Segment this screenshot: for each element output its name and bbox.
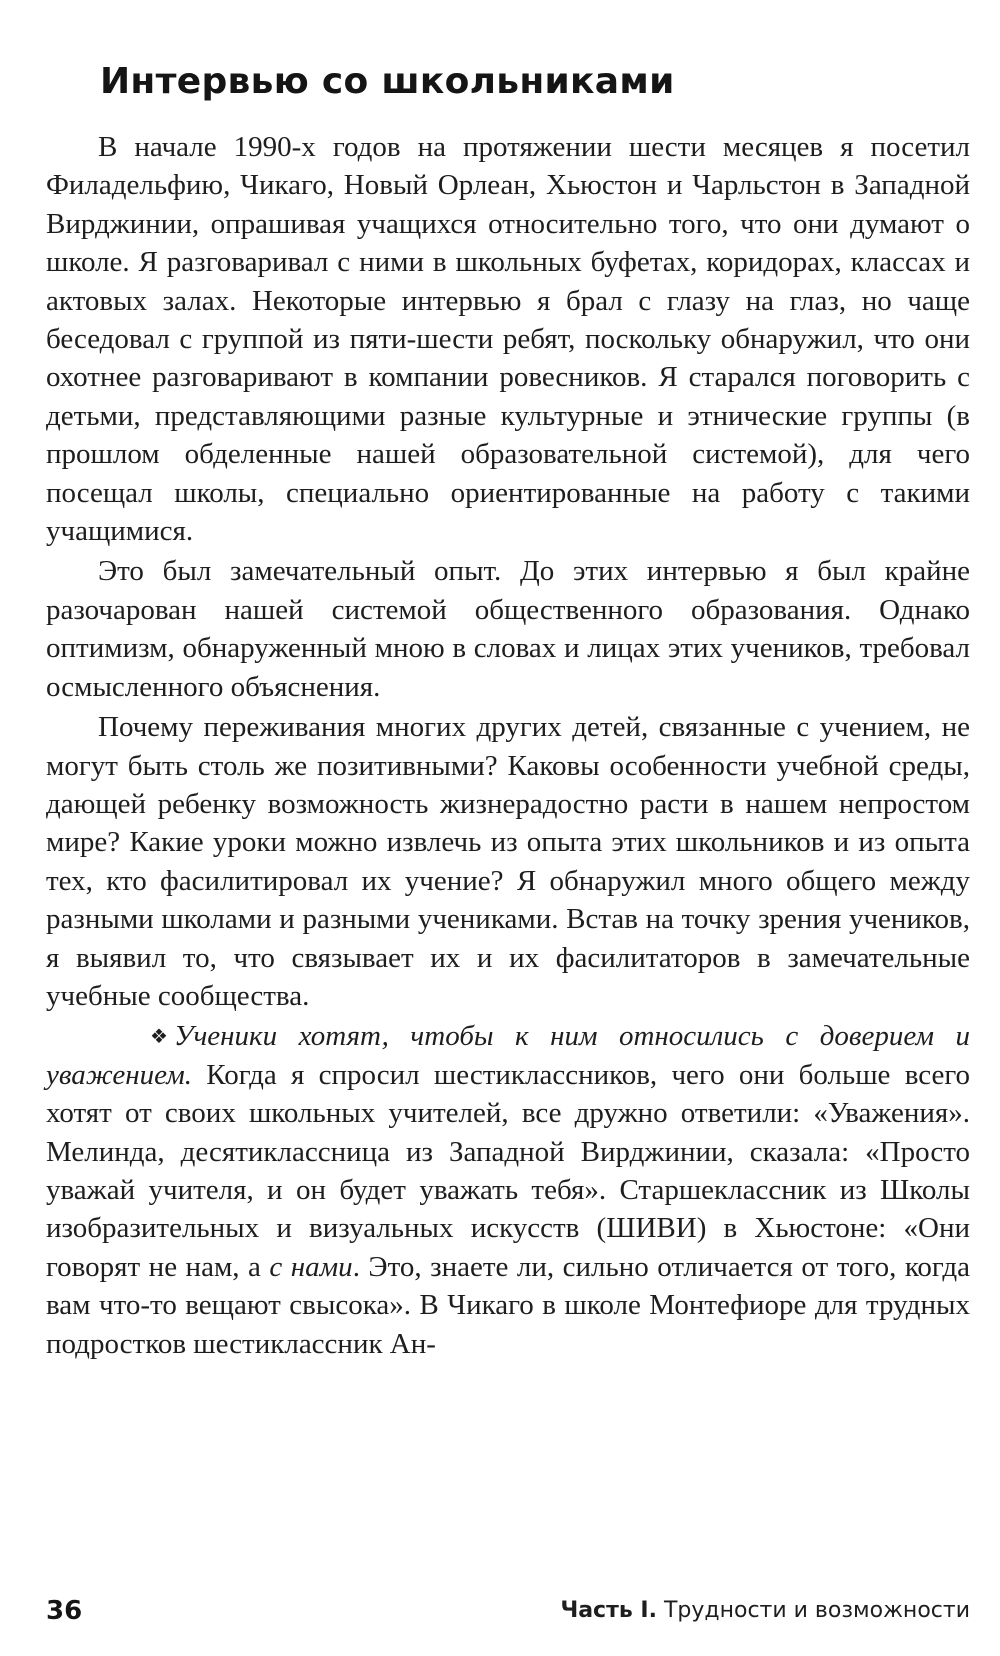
part-title: Трудности и возможности (656, 1598, 970, 1623)
paragraph-4-text-b: . Это, знаете ли, сильно отличается от того, когда вам что-то вещают свысока». В Чикаго в школе Монтефиоре для трудных подростков шестиклассник Ан- (46, 1250, 971, 1360)
body-text (46, 128, 970, 1365)
paragraph-2: Это был замечательный опыт. До этих интервью я был крайне разочарован нашей системой общественного образования. Однако оптимизм, обнаруженный мною в словах и лицах этих учеников, требовал осмысленного объяснения. (46, 555, 970, 703)
section-heading: Интервью со школьниками (100, 61, 675, 102)
running-head (560, 1598, 970, 1623)
part-label: Часть I. (560, 1598, 657, 1623)
paragraph-4-text-a: Когда я спросил шестиклассников, чего они больше всего хотят от своих школьных учителей, все дружно ответили: «Уважения». Мелинда, десятиклассница из Западной Вирджинии, сказала: «Просто уважай учителя, и он будет уважать тебя». Старшеклассник из Школы изобразительных и визуальных искусств (ШИВИ) в Хьюстоне: «Они говорят не нам, а (46, 1058, 970, 1283)
italic-lead-text: Ученики хотят, чтобы к ним относились с доверием и уважением. (46, 1020, 970, 1091)
paragraph-1: В начале 1990-х годов на протяжении шести месяцев я посетил Филадельфию, Чикаго, Новый Орлеан, Хьюстон и Чарльстон в Западной Вирджинии, опрашивая учащихся относительно того, что они думают о школе. Я разговаривал с ними в школьных буфетах, коридорах, классах и актовых залах. Некоторые интервью я брал с глазу на глаз, но чаще беседовал с группой из пяти-шести ребят, поскольку обнаружил, что они охотнее разговаривают в компании ровесников. Я старался поговорить с детьми, представляющими разные культурные и этнические группы (в прошлом обделенные нашей образовательной системой), для чего посещал школы, специально ориентированные на работу с такими учащимися. (46, 131, 970, 548)
page-number: 36 (46, 1596, 83, 1626)
page-footer (46, 1590, 970, 1634)
diamond-bullet-icon: ❖ (150, 1024, 168, 1049)
italic-emphasis: с нами (269, 1250, 353, 1283)
paragraph-3: Почему переживания многих других детей, связанные с учением, не могут быть столь же позитивными? Каковы особенности учебной среды, дающей ребенку возможность жизнерадостно расти в нашем непростом мире? Какие уроки можно извлечь из опыта этих школьников и из опыта тех, кто фасилитировал их учение? Я обнаружил много общего между разными школами и разными учениками. Встав на точку зрения учеников, я выявил то, что связывает их и их фасилитаторов в замечательные учебные сообщества. (46, 711, 970, 1012)
paragraph-4 (46, 1017, 970, 1363)
